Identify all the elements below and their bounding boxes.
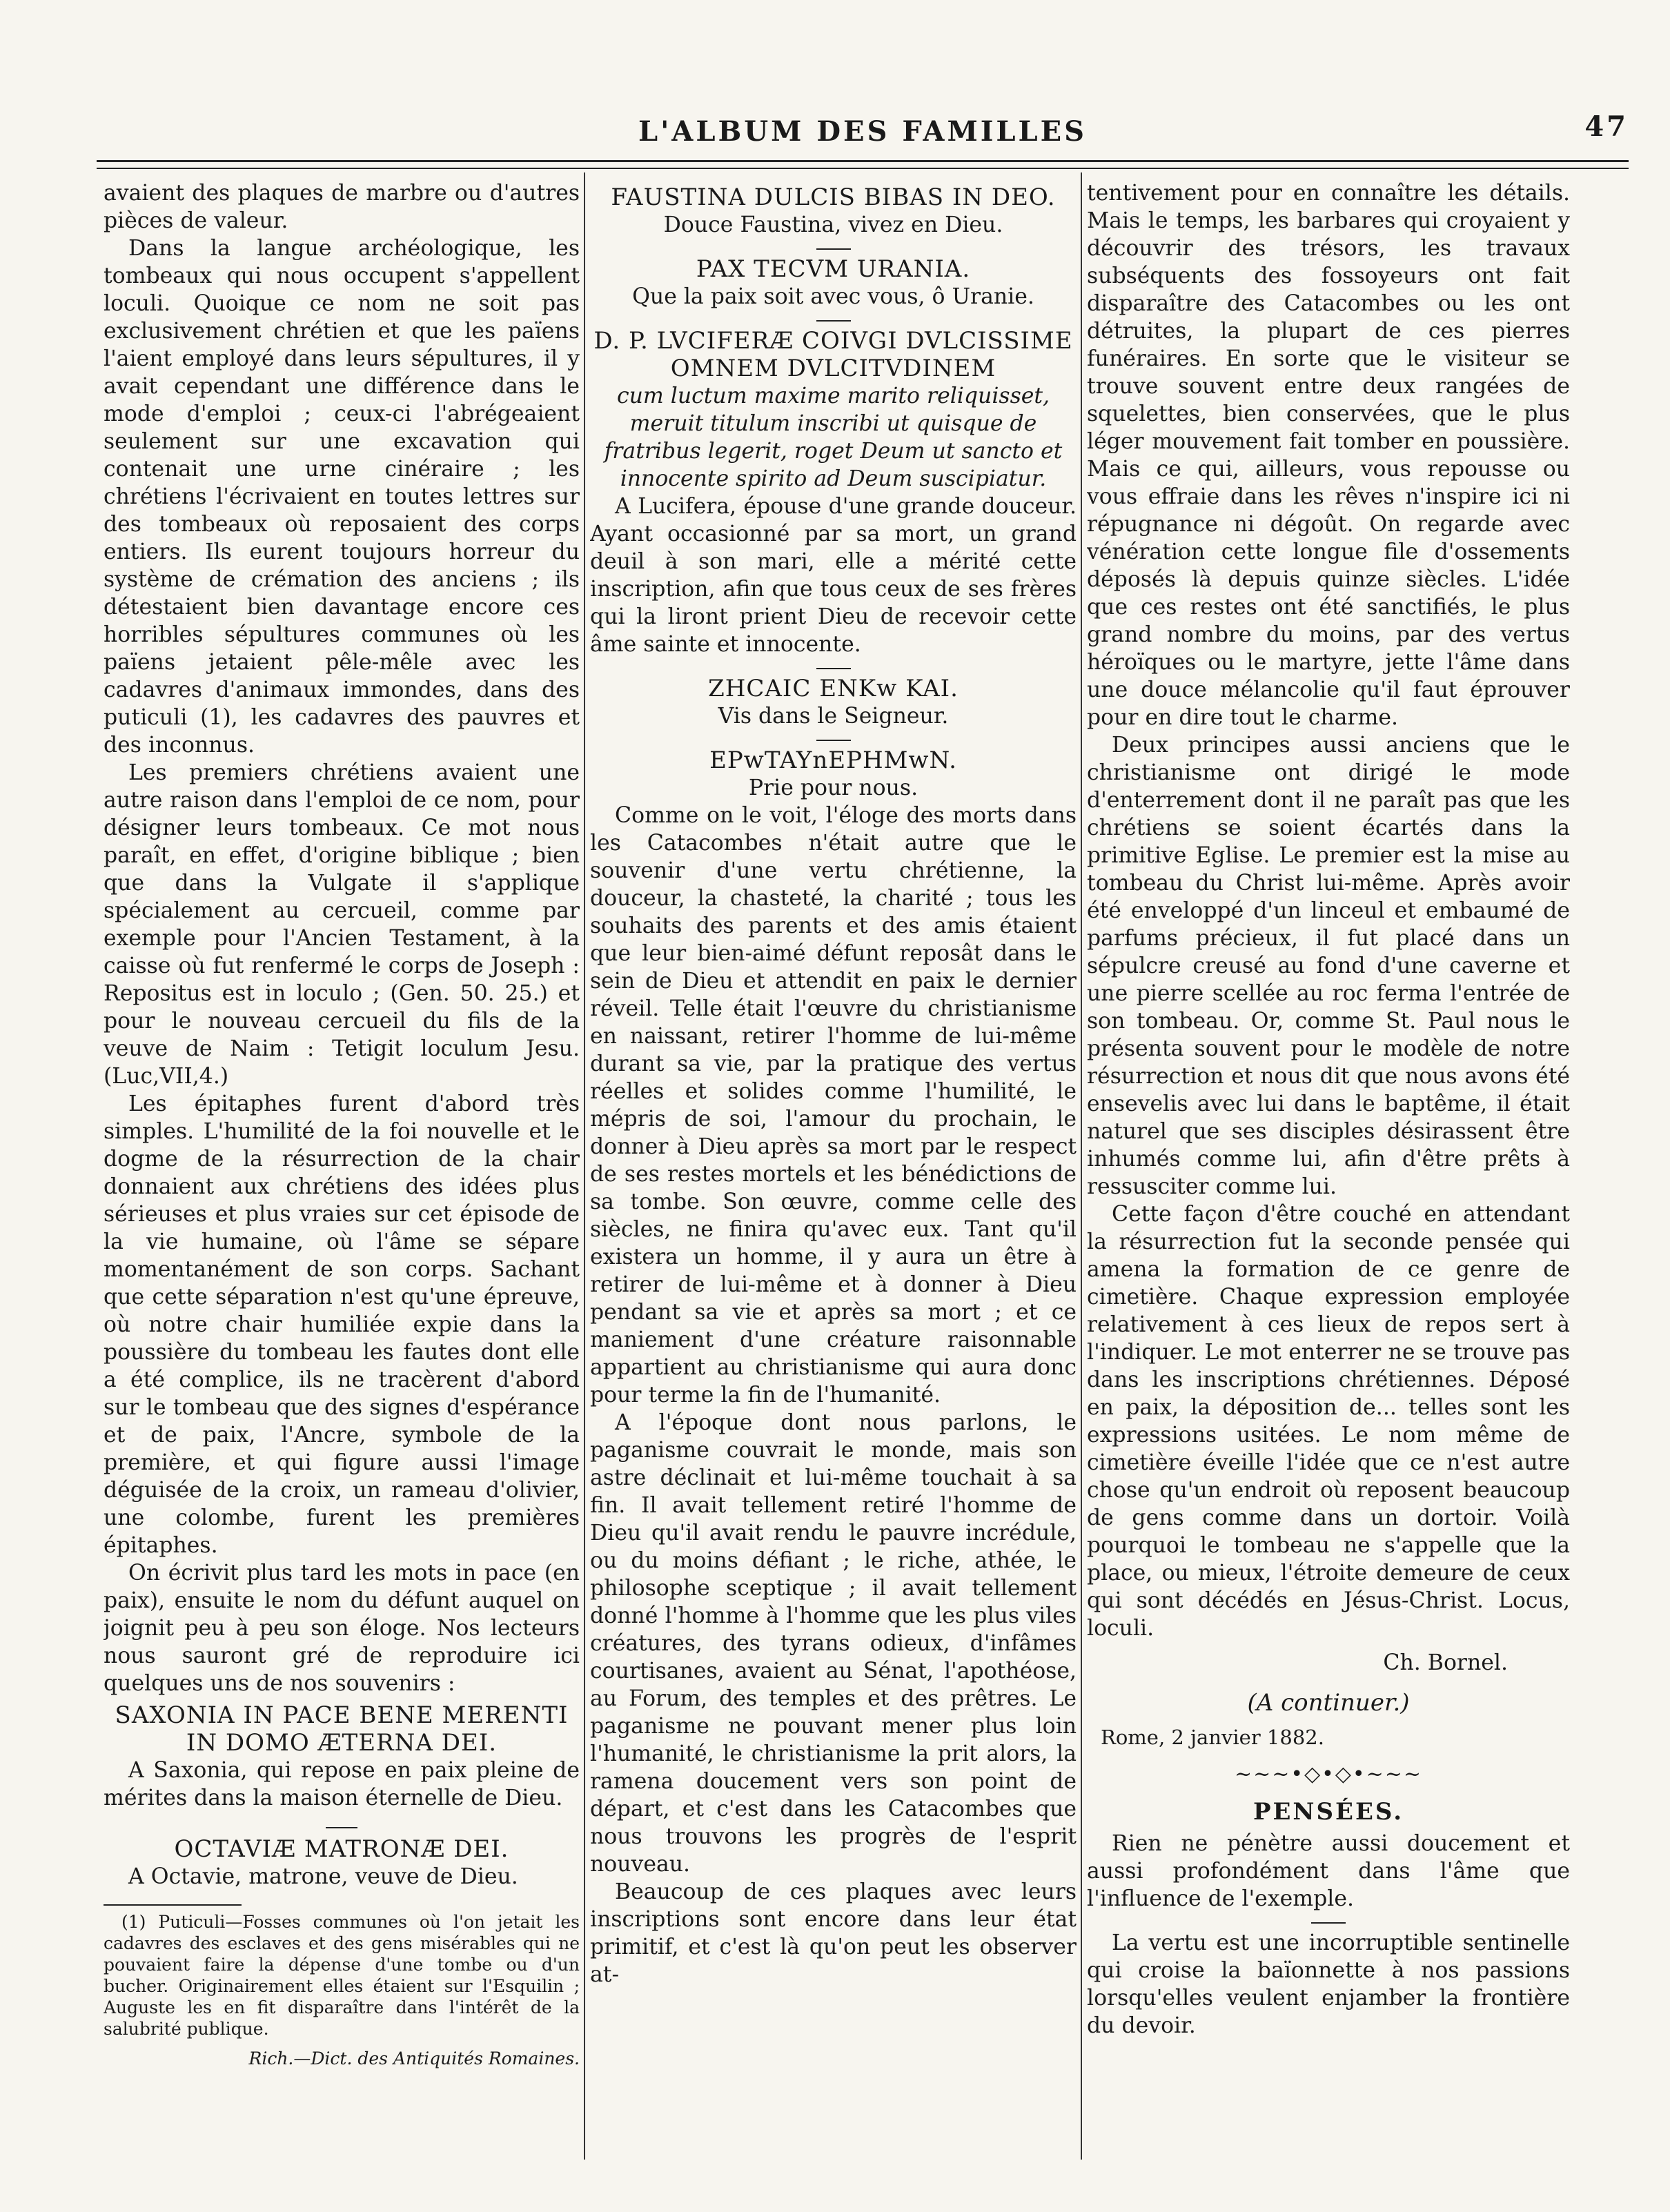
column-divider-2 [1081, 172, 1082, 2160]
dateline: Rome, 2 janvier 1882. [1101, 1726, 1324, 1749]
pensees-title: PENSÉES. [1252, 1798, 1404, 1826]
author-signature: Ch. Bornel. [1383, 1650, 1508, 1675]
paragraph-intro: avaient des plaques de marbre ou d'autres pièces de valeur. [104, 181, 580, 233]
inscription-saxonia: SAXONIA IN PACE BENE MERENTI IN DOMO ÆTERNA DEI. [115, 1701, 569, 1757]
journal-title: L'ALBUM DES FAMILLES [638, 115, 1088, 148]
column-1 [104, 179, 580, 2180]
footnote: (1) Puticuli—Fosses communes où l'on jetait les cadavres des esclaves et des gens misérables qui ne pouvaient faire la dépense d'une tombe ou d'un bucher. Originairement elles étaient sur l'Esquilin ; Auguste les en fit disparaître dans l'intérêt de la salubrité publique. [104, 1912, 580, 2039]
paragraph-plaques: Beaucoup de ces plaques avec leurs inscriptions sont encore dans leur état primitif, et c'est là qu'on peut les observer at- [590, 1879, 1077, 1987]
ornament-divider: ~~~•◇•◇•~~~ [1234, 1762, 1423, 1786]
page-number: 47 [1584, 110, 1629, 143]
pensee-1: Rien ne pénètre aussi doucement et aussi profondément dans l'âme que l'influence de l'exemple. [1087, 1831, 1570, 1911]
inscription-faustina: FAUSTINA DULCIS BIBAS IN DEO. [611, 184, 1056, 211]
column-3 [1087, 179, 1570, 2180]
inscription-zesais: ZHCAIC ENKw KAI. [708, 675, 959, 702]
separator [816, 320, 851, 322]
footnote-rule [104, 1904, 242, 1906]
paragraph-epitaphes: Les épitaphes furent d'abord très simples. L'humilité de la foi nouvelle et le dogme de la résurrection de la chair donnaient aux chrétiens des idées plus sérieuses et plus vraies sur cet épisode de la vie humaine, où l'âme se sépare momentanément de son corps. Sachant que cette séparation n'est qu'une épreuve, où notre chair humiliée expie dans la poussière du tombeau les fautes dont elle a été complice, ils ne tracèrent d'abord sur le tombeau que des signes d'espérance et de paix, l'Ancre, symbole de la première, et qui figure aussi l'image déguisée de la croix, un rameau d'olivier, une colombe, furent les premières épitaphes. [104, 1092, 580, 1558]
separator [1311, 1922, 1346, 1924]
separator [816, 668, 851, 669]
inscription-octavia: OCTAVIÆ MATRONÆ DEI. [174, 1835, 509, 1863]
translation-octavia: A Octavie, matrone, veuve de Dieu. [128, 1864, 518, 1889]
translation-saxonia: A Saxonia, qui repose en paix pleine de mérites dans la maison éternelle de Dieu. [104, 1758, 580, 1810]
paragraph-facon: Cette façon d'être couché en attendant la résurrection fut la seconde pensée qui amena la formation de ce genre de cimetière. Chaque expression employée relativement à ces lieux de repos sert à l'indiquer. Le mot enterrer ne se trouve pas dans les inscriptions chrétiennes. Déposé en paix, la déposition de... telles sont les expressions usitées. Le nom même de cimetière éveille l'idée que ce n'est autre chose qu'un endroit où reposent beaucoup de gens comme dans un dortoir. Voilà pourquoi le tombeau ne s'appelle que la place, ou mieux, l'étroite demeure de ceux qui sont décédés en Jésus-Christ. Locus, loculi. [1087, 1202, 1570, 1641]
separator [326, 1827, 357, 1828]
column-divider-1 [584, 172, 585, 2160]
column-2 [590, 179, 1077, 2180]
pensee-2: La vertu est une incorruptible sentinelle qui croise la baïonnette à nos passions lorsqu'elles veulent enjamber la frontière du devoir. [1087, 1930, 1570, 2038]
inscription-lucifera: D. P. LVCIFERÆ COIVGI DVLCISSIME OMNEM DVLCITVDINEM [593, 327, 1073, 382]
paragraph-principes: Deux principes aussi anciens que le christianisme ont dirigé le mode d'enterrement dont il ne paraît pas que les chrétiens se soient écartés dans la primitive Eglise. Le premier est la mise au tombeau du Christ lui-même. Après avoir été enveloppé d'un linceul et embaumé de parfums précieux, il fut placé dans un sépulcre creusé au fond d'une caverne et une pierre scellée au roc ferma l'entrée de son tombeau. Or, comme St. Paul nous le présenta souvent pour le modèle de notre résurrection et nous dit que nous avons été ensevelis avec lui dans le baptême, il était naturel que ses disciples désirassent être inhumés comme lui, afin d'être prêts à ressusciter comme lui. [1087, 733, 1570, 1199]
translation-pax: Que la paix soit avec vous, ô Uranie. [632, 284, 1034, 309]
header-rule [97, 160, 1629, 169]
to-be-continued: (A continuer.) [1247, 1689, 1410, 1717]
translation-lucifera: A Lucifera, épouse d'une grande douceur. Ayant occasionné par sa mort, un grand deuil à son mari, elle a mérité cette inscription, afin que tous ceux de ses frères qui la liront prient Dieu de recevoir cette âme sainte et innocente. [590, 494, 1077, 657]
inscription-pax: PAX TECVM URANIA. [696, 255, 971, 283]
paragraph-attentivement: tentivement pour en connaître les détails. Mais le temps, les barbares qui croyaient y découvrir des trésors, les travaux subséquents des fossoyeurs ont fait disparaître des Catacombes ou les ont détruites, la plupart de ces pierres funéraires. En sorte que le visiteur se trouve souvent entre deux rangées de squelettes, bien conservées, que le plus léger mouvement fait tomber en poussière. Mais ce qui, ailleurs, vous repousse ou vous effraie dans les rêves n'inspire ici ni répugnance ni dégoût. On regarde avec vénération cette longue file d'ossements déposés là depuis quinze siècles. L'idée que ces restes ont été sanctifiés, le plus grand nombre du moins, par des vertus héroïques ou le martyre, jette l'âme dans une douce mélancolie qu'il faut éprouver pour en dire tout le charme. [1087, 181, 1570, 730]
footnote-source: Rich.—Dict. des Antiquités Romaines. [248, 2048, 580, 2068]
inscription-lucifera-latin: cum luctum maxime marito reliquisset, meruit titulum inscribi ut quisque de fratribus legerit, roget Deum ut sancto et innocente spirito ad Deum suscipiatur. [604, 384, 1063, 491]
separator [816, 248, 851, 250]
paragraph-epoque: A l'époque dont nous parlons, le paganisme couvrait le monde, mais son astre déclinait et lui-même touchait à sa fin. Il avait tellement retiré l'homme de Dieu qu'il avait rendu le pauvre incrédule, ou du moins défiant ; le riche, athée, le philosophe sceptique ; il avait tellement donné l'homme à l'homme que les plus viles créatures, des tyrans odieux, d'infâmes courtisanes, avaient au Sénat, l'apothéose, au Forum, des temples et des prêtres. Le paganisme ne pouvant mener plus loin l'humanité, le christianisme la prit alors, la ramena doucement vers son point de départ, et c'est dans les Catacombes que nous trouvons les progrès de l'esprit nouveau. [590, 1410, 1077, 1877]
translation-eroton: Prie pour nous. [748, 776, 918, 800]
paragraph-loculi: Dans la langue archéologique, les tombeaux qui nous occupent s'appellent loculi. Quoique ce nom ne soit pas exclusivement chrétien et que les païens l'aient employé dans leurs sépultures, il y avait cependant une différence dans le mode d'emploi ; ceux-ci l'abrégeaient seulement sur une excavation qui contenait une urne cinéraire ; les chrétiens l'écrivaient en toutes lettres sur des tombeaux où reposaient des corps entiers. Ils eurent toujours horreur du système de crémation des anciens ; ils détestaient bien davantage encore ces horribles sépultures communes où les païens jetaient pêle-mêle avec les cadavres d'animaux immondes, dans des puticuli (1), les cadavres des pauvres et des inconnus. [104, 236, 580, 758]
paragraph-eloge: Comme on le voit, l'éloge des morts dans les Catacombes n'était autre que le souvenir d'une vertu chrétienne, la douceur, la chasteté, la charité ; tous les souhaits des parents et des amis étaient que leur bien-aimé défunt reposât dans le sein de Dieu et attendit en paix le dernier réveil. Telle était l'œuvre du christianisme en naissant, retirer l'homme de lui-même durant sa vie, par la pratique des vertus réelles et solides comme l'humilité, le mépris de soi, l'amour du prochain, le donner à Dieu après sa mort par le respect de ses restes mortels et les bénédictions de sa tombe. Son œuvre, comme celle des siècles, ne finira qu'avec eux. Tant qu'il existera un homme, il y aura un être à retirer de lui-même et à donner à Dieu pendant sa vie et après sa mort ; et ce maniement d'une créature raisonnable appartient au christianisme qui aura donc pour terme la fin de l'humanité. [590, 803, 1077, 1408]
page-header [97, 110, 1629, 152]
paragraph-raison: Les premiers chrétiens avaient une autre raison dans l'emploi de ce nom, pour désigner leurs tombeaux. Ce mot nous paraît, en effet, d'origine biblique ; bien que dans la Vulgate il s'applique spécialement au cercueil, comme par exemple pour l'Ancien Testament, à la caisse où fut renfermé le corps de Joseph : Repositus est in loculo ; (Gen. 50. 25.) et pour le nouveau cercueil du fils de la veuve de Naim : Tetigit loculum Jesu. (Luc,VII,4.) [104, 760, 580, 1089]
paragraph-in-pace: On écrivit plus tard les mots in pace (en paix), ensuite le nom du défunt auquel on joignit peu à peu son éloge. Nos lecteurs nous sauront gré de reproduire ici quelques uns de nos souvenirs : [104, 1561, 580, 1696]
translation-zesais: Vis dans le Seigneur. [718, 704, 949, 729]
inscription-eroton: EPwTAYnEPHMwN. [709, 747, 957, 774]
separator [816, 740, 851, 741]
translation-faustina: Douce Faustina, vivez en Dieu. [663, 213, 1003, 237]
